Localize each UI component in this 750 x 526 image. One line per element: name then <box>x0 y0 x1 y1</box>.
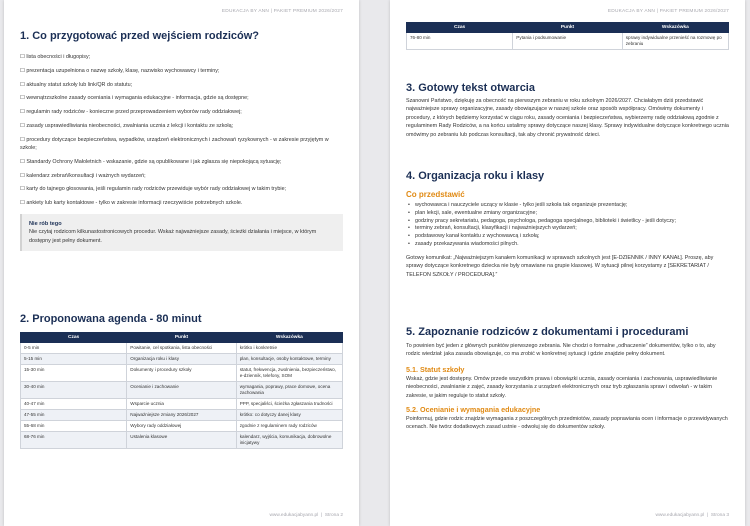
checklist-item <box>20 199 343 207</box>
checklist-item <box>20 53 343 61</box>
cell-time: 55-68 min <box>21 421 127 432</box>
cell-item: Organizacja roku i klasy <box>127 354 236 365</box>
agenda-header-row <box>21 333 343 343</box>
page-footer: www.edukacjabyann.pl | Strona 3 <box>655 513 729 518</box>
checklist-item-text: prezentacja uzupełniona o nazwę szkoły, klasę, nazwisko wychowawcy i terminy; <box>26 67 220 74</box>
cell-time: 5-15 min <box>21 354 127 365</box>
checkbox-icon: ☐ <box>20 158 25 165</box>
note-title: Nie rób tego <box>29 221 62 228</box>
agenda-table <box>20 332 343 449</box>
cell-item: Ocenianie i zachowanie <box>127 382 236 399</box>
agenda-table-cont <box>406 22 729 50</box>
section-5 <box>406 326 729 432</box>
cell-item: Pytania i podsumowanie <box>513 33 622 50</box>
bullet-list <box>406 202 729 249</box>
col-header-tip: Wskazówka <box>622 23 728 33</box>
cell-tip: statut, frekwencja, zwolnienia, bezpieczeństwo, e-dziennik, telefony, SOM <box>236 365 342 382</box>
checklist-item-text: ankiety lub karty kontaktowe - tylko w zakresie informacji rzeczywiście potrzebnych szkole. <box>26 200 243 207</box>
table-row <box>21 432 343 449</box>
cell-time: 30-40 min <box>21 382 127 399</box>
page-footer: www.edukacjabyann.pl | Strona 2 <box>269 513 343 518</box>
checklist-item-text: lista obecności i długopisy; <box>26 54 91 60</box>
cell-item: Ustalenia klasowe <box>127 432 236 449</box>
section-3 <box>406 82 729 139</box>
checklist-item <box>20 81 343 89</box>
section-2 <box>20 313 343 449</box>
checkbox-icon: ☐ <box>20 186 25 193</box>
cell-tip: wymagania, poprawy, prace domowe, ocena zachowania <box>236 382 342 399</box>
checklist-item <box>20 108 343 116</box>
section-2-title: 2. Proponowana agenda - 80 minut <box>20 313 202 325</box>
table-row <box>21 399 343 410</box>
subsection-5-2-title: 5.2. Ocenianie i wymagania edukacyjne <box>406 405 541 415</box>
cell-tip: krótko i konkretnie <box>236 343 342 354</box>
table-row <box>21 354 343 365</box>
cell-item: Wybory rady oddziałowej <box>127 421 236 432</box>
cell-tip: zgodnie z regulaminem rady rodziców <box>236 421 342 432</box>
cell-tip: plan, konsultacje, osoby kontaktowe, terminy <box>236 354 342 365</box>
cell-time: 15-30 min <box>21 365 127 382</box>
subsection-5-1-title: 5.1. Statut szkoły <box>406 364 465 374</box>
cell-tip: krótko: co dotyczy danej klasy <box>236 410 342 421</box>
table-row <box>21 343 343 354</box>
section-4-title: 4. Organizacja roku i klasy <box>406 170 545 182</box>
checklist-item <box>20 172 343 180</box>
checklist-item-text: aktualny statut szkoły lub link/QR do statutu; <box>26 81 133 88</box>
bullet-item: • podstawowy kanał kontaktu z wychowawcą i szkołą; <box>406 233 729 241</box>
agenda-table-continued <box>406 22 729 50</box>
agenda-header-row <box>407 23 729 33</box>
document-page-left <box>4 0 359 526</box>
table-row <box>21 365 343 382</box>
note-text: Nie czytaj rodzicom kilkunastostronicowych procedur. Wskaż najważniejsze zasady, ścieżki działania i miejsce, w którym dostępny jest pełny dokument. <box>29 229 317 244</box>
checklist <box>20 53 343 207</box>
bullet-item: • terminy zebrań, konsultacji, klasyfikacji i najważniejszych wydarzeń; <box>406 225 729 233</box>
cell-item: Wsparcie ucznia <box>127 399 236 410</box>
checkbox-icon: ☐ <box>20 122 25 129</box>
warning-note <box>20 214 343 251</box>
checklist-item-text: wewnątrzszkolne zasady oceniania i wymagania edukacyjne - informacja, gdzie są dostępne; <box>26 95 249 102</box>
checklist-item <box>20 185 343 193</box>
section-1-title: 1. Co przygotować przed wejściem rodziców? <box>20 30 259 42</box>
cell-item: Dokumenty i procedury szkoły <box>127 365 236 382</box>
section-5-intro: To powinien być jeden z głównych punktów pierwszego zebrania. Nie chodzi o formalne „odhaczenie” dokumentów, tylko o to, aby rodzic wiedział: jaka zasada obowiązuje, co ma zrobić w konkretnej sytuacji i gdzie znajdzie pełny dokument. <box>406 343 716 358</box>
checkbox-icon: ☐ <box>20 172 25 179</box>
bullet-item: • wychowawca i nauczyciele uczący w klasie - tylko jeśli szkoła tak organizuje prezentację; <box>406 202 729 210</box>
bullet-item: • godziny pracy sekretariatu, pedagoga, psychologa, pedagoga specjalnego, biblioteki i świetlicy - jeśli dotyczy; <box>406 218 729 226</box>
col-header-item: Punkt <box>513 23 622 33</box>
cell-tip: kalendarz, wyjścia, komunikacja, dobrowolne inicjatywy <box>236 432 342 449</box>
cell-time: 0-5 min <box>21 343 127 354</box>
cell-time: 40-47 min <box>21 399 127 410</box>
col-header-time: Czas <box>407 23 513 33</box>
checkbox-icon: ☐ <box>20 136 25 143</box>
bullet-item: • zasady przekazywania wiadomości pilnych. <box>406 241 729 249</box>
footer-site: www.edukacjabyann.pl <box>655 513 705 518</box>
checklist-item-text: zasady usprawiedliwiania nieobecności, zwalniania ucznia z lekcji i kontaktu ze szkołą; <box>26 122 234 129</box>
cell-time: 47-55 min <box>21 410 127 421</box>
footer-page-number: Strona 2 <box>324 513 343 518</box>
subsection-5-1-text: Wskaż, gdzie jest dostępny. Omów przede wszystkim prawa i obowiązki ucznia, zasady oceniania i zachowania, usprawiedliwianie nieobecności, zwalnianie z zajęć, zasady korzystania z urządzeń elektronicznych oraz tryb zgłaszania spraw i odwołań - w takim zakresie, w jakim reguluje to statut szkoły. <box>406 375 718 399</box>
table-row <box>21 421 343 432</box>
checklist-item <box>20 94 343 102</box>
checkbox-icon: ☐ <box>20 81 25 88</box>
checkbox-icon: ☐ <box>20 95 25 102</box>
checklist-item-text: procedury dotyczące bezpieczeństwa, wypadków, urządzeń elektronicznych i zachowań ryzykownych - w zakresie przyjętym w szkole; <box>20 136 329 151</box>
bullet-item: • plan lekcji, sale, ewentualne zmiany organizacyjne; <box>406 210 729 218</box>
cell-tip: sprawy indywidualne przenieść na rozmowę po zebraniu <box>622 33 728 50</box>
section-4 <box>406 170 729 279</box>
checkbox-icon: ☐ <box>20 67 25 74</box>
checklist-item <box>20 136 343 152</box>
section-4-subtitle: Co przedstawić <box>406 190 465 199</box>
document-page-right <box>390 0 745 526</box>
checklist-item-text: Standardy Ochrony Małoletnich - wskazanie, gdzie są opublikowane i jak zgłasza się niepokojącą sytuację; <box>26 158 282 165</box>
table-row <box>21 410 343 421</box>
col-header-time: Czas <box>21 333 127 343</box>
section-3-title: 3. Gotowy tekst otwarcia <box>406 82 535 94</box>
subsection-5-2-text: Poinformuj, gdzie rodzic znajdzie wymagania z poszczególnych przedmiotów, zasady poprawiania ocen i informacje o przewidywanych ocenach. Nie twórz dodatkowych zasad ustnie - odwołuj się do dokumentów szkoły. <box>406 416 728 431</box>
agenda-body <box>21 343 343 449</box>
page-header: EDUKACJA BY ANN | PAKIET PREMIUM 2026/2027 <box>221 9 343 14</box>
checkbox-icon: ☐ <box>20 200 25 207</box>
cell-tip: PPP, specjaliści, ścieżka zgłaszania trudności <box>236 399 342 410</box>
opening-text: Szanowni Państwo, dziękuję za obecność na pierwszym zebraniu w roku szkolnym 2026/2027. Chciałabym dziś przedstawić najważniejsze sprawy organizacyjne, zasady obowiązujące w naszej szkole oraz sposób współpracy. Omówimy dokumenty i procedury, z których będziemy korzystać w ciągu roku, zasady oceniania i bezpieczeństwa, wybierzemy radę oddziałową zgodnie z regulaminem Rady Rodziców, a na końcu ustalimy sprawy dotyczące naszej klasy. Sprawy indywidualne dotyczące konkretnego ucznia omówimy po zebraniu lub podczas konsultacji, tak aby chronić prywatność dzieci. <box>406 98 729 138</box>
footer-page-number: Strona 3 <box>710 513 729 518</box>
checklist-item-text: kalendarz zebrań/konsultacji i ważnych wydarzeń; <box>26 172 146 179</box>
section-5-title: 5. Zapoznanie rodziców z dokumentami i procedurami <box>406 326 689 338</box>
checkbox-icon: ☐ <box>20 109 25 116</box>
cell-item: Najważniejsze zmiany 2026/2027 <box>127 410 236 421</box>
cell-time: 76-80 min <box>407 33 513 50</box>
table-row <box>21 382 343 399</box>
section-1 <box>20 30 343 251</box>
ready-message: Gotowy komunikat: „Najważniejszym kanałem komunikacji w sprawach szkolnych jest [E-DZIENNIK / INNY KANAŁ]. Proszę, aby sprawy dotyczące konkretnego dziecka nie były omawiane na grupie klasowej. W sytuacji pilnej korzystamy z [SEKRETARIAT / TELEFON SZKOŁY / PROCEDURA].” <box>406 254 714 278</box>
checklist-item <box>20 67 343 75</box>
col-header-tip: Wskazówka <box>236 333 342 343</box>
col-header-item: Punkt <box>127 333 236 343</box>
page-header: EDUKACJA BY ANN | PAKIET PREMIUM 2026/2027 <box>607 9 729 14</box>
checklist-item-text: regulamin rady rodziców - konieczne przed przeprowadzeniem wyborów rady oddziałowej; <box>26 109 242 116</box>
footer-site: www.edukacjabyann.pl <box>269 513 319 518</box>
checklist-item <box>20 122 343 130</box>
checklist-item <box>20 158 343 166</box>
cell-time: 68-76 min <box>21 432 127 449</box>
checkbox-icon: ☐ <box>20 54 25 60</box>
cell-item: Powitanie, cel spotkania, lista obecności <box>127 343 236 354</box>
checklist-item-text: karty do tajnego głosowania, jeśli regulamin rady rodziców przewiduje wybór rady oddziałowej w takim trybie; <box>26 186 287 193</box>
table-row <box>407 33 729 50</box>
